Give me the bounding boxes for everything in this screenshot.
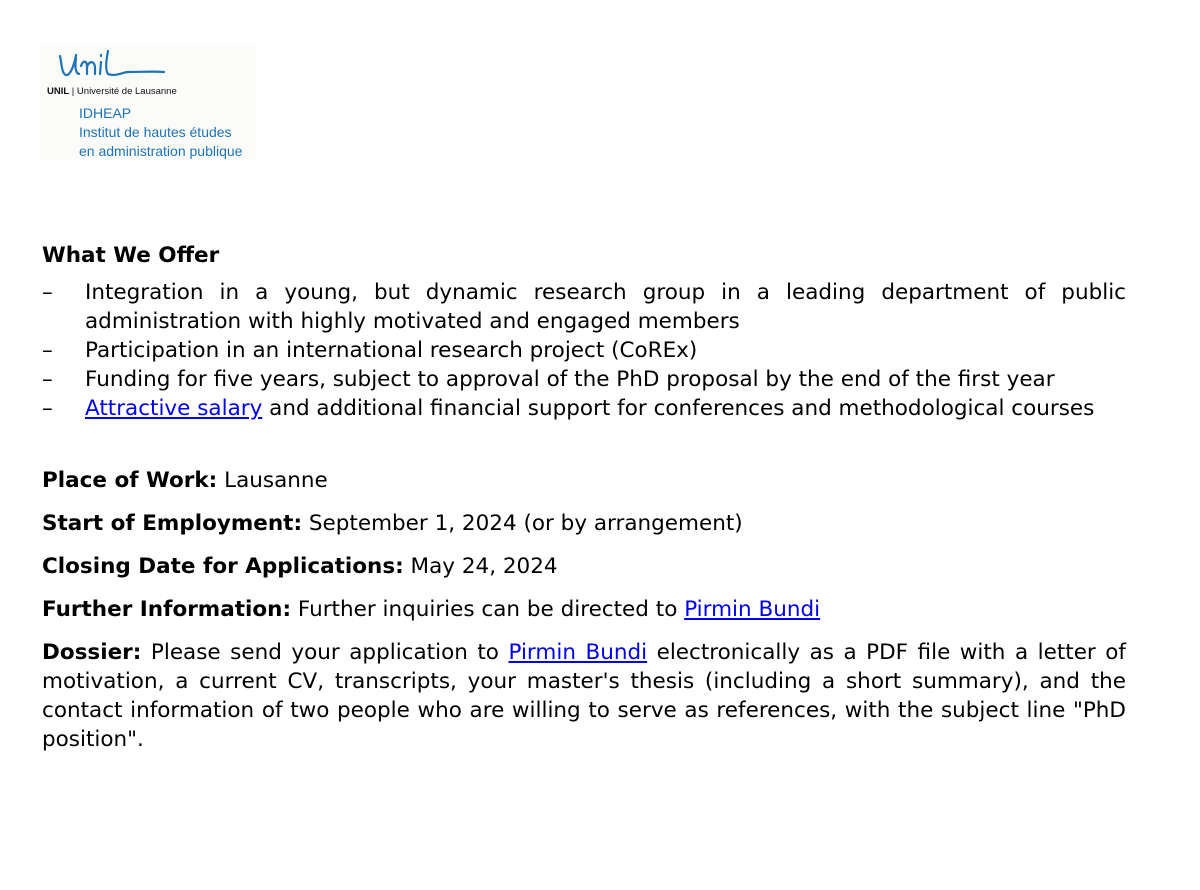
institute-line: IDHEAP — [79, 105, 132, 121]
unil-script-wordmark — [54, 46, 174, 86]
offer-item — [42, 336, 1126, 365]
institute-line: en administration publique — [79, 143, 243, 159]
unil-abbrev: UNIL — [47, 86, 70, 97]
offer-item — [42, 394, 1126, 423]
institute-line: Institut de hautes études — [79, 124, 232, 140]
bullet-dash: – — [42, 396, 53, 421]
offer-list — [42, 278, 1126, 423]
university-label: Université de Lausanne — [76, 86, 177, 97]
university-name: UNIL | Université de Lausanne — [47, 86, 177, 97]
further-information-label: Further Information: — [42, 597, 292, 622]
job-details — [42, 466, 1126, 754]
offer-item-text: Participation in an international research project (CoREx) — [85, 338, 698, 363]
further-information — [42, 595, 1126, 624]
start-of-employment-value: September 1, 2024 (or by arrangement) — [302, 511, 743, 536]
dossier-link-pirmin-bundi[interactable]: Pirmin Bundi — [508, 640, 648, 665]
closing-date-label: Closing Date for Applications: — [42, 554, 404, 579]
unil-idheap-logo — [40, 44, 256, 160]
closing-date-value: May 24, 2024 — [403, 554, 558, 579]
place-of-work-label: Place of Work: — [42, 468, 218, 493]
bullet-dash: – — [42, 338, 53, 363]
attractive-salary-link[interactable]: Attractive salary — [85, 396, 263, 421]
institute-name — [79, 104, 242, 161]
start-of-employment — [42, 509, 1126, 538]
start-of-employment-label: Start of Employment: — [42, 511, 303, 536]
offer-heading: What We Offer — [42, 243, 220, 268]
offer-item-text: and additional financial support for conferences and methodological courses — [262, 396, 1095, 421]
contact-link-pirmin-bundi[interactable]: Pirmin Bundi — [684, 597, 821, 622]
job-posting-body — [42, 240, 1126, 768]
further-information-text: Further inquiries can be directed to — [291, 597, 685, 622]
closing-date — [42, 552, 1126, 581]
offer-item-text: Funding for five years, subject to approval of the PhD proposal by the end of the first year — [85, 367, 1055, 392]
dossier-text: Please send your application to — [141, 640, 509, 665]
bullet-dash: – — [42, 367, 53, 392]
dossier-label: Dossier: — [42, 640, 142, 665]
dossier — [42, 638, 1126, 754]
place-of-work-value: Lausanne — [217, 468, 328, 493]
offer-item — [42, 365, 1126, 394]
dossier-text: electronically as a PDF file with a letter of motivation, a current CV, transcripts, your master's thesis (including a short summary), and the contact information of two people who are willing to serve as references, with the subject line "PhD position". — [42, 640, 1126, 752]
offer-item-text: Integration in a young, but dynamic research group in a leading department of public administration with highly motivated and engaged members — [85, 280, 1126, 334]
offer-item — [42, 278, 1126, 336]
place-of-work — [42, 466, 1126, 495]
bullet-dash: – — [42, 280, 53, 305]
